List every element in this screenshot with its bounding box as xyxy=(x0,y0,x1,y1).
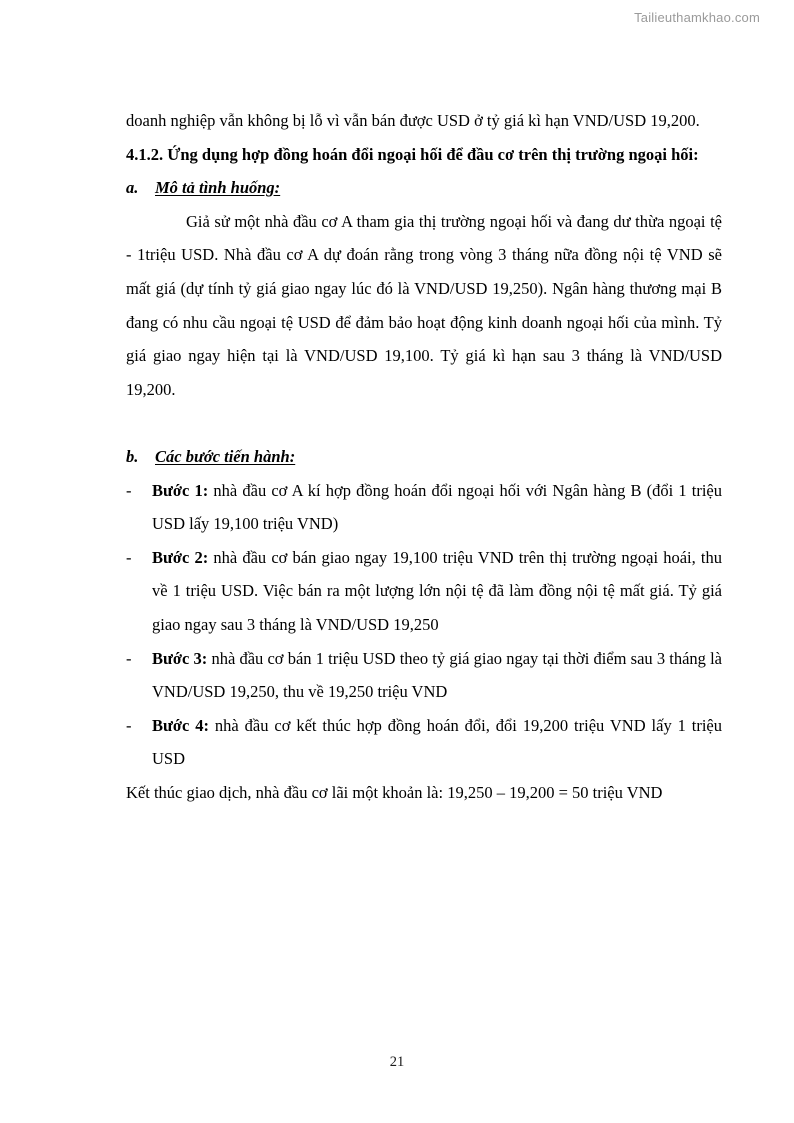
step-body: nhà đầu cơ bán giao ngay 19,100 triệu VND trên thị trường ngoại hoái, thu về 1 triệu USD. Việc bán ra một lượng lớn nội tệ đã làm đồng nội tệ mất giá. Tỷ giá giao ngay sau 3 tháng là VND/USD 19,250 xyxy=(152,547,722,634)
bullet-dash: - xyxy=(126,480,132,500)
section-heading: 4.1.2. Ứng dụng hợp đồng hoán đổi ngoại hối để đầu cơ trên thị trường ngoại hối: xyxy=(126,144,699,164)
step-body: nhà đầu cơ A kí hợp đồng hoán đổi ngoại hối với Ngân hàng B (đổi 1 triệu USD lấy 19,100 triệu VND) xyxy=(152,480,722,534)
bullet-dash: - xyxy=(126,715,132,735)
step-label: Bước 4: xyxy=(152,715,210,735)
paragraph-spacer xyxy=(126,406,722,440)
watermark-text: Tailieuthamkhao.com xyxy=(634,10,760,25)
bullet-dash: - xyxy=(126,648,132,668)
step-body: nhà đầu cơ bán 1 triệu USD theo tỷ giá giao ngay tại thời điểm sau 3 tháng là VND/USD 19,250, thu về 19,250 triệu VND xyxy=(152,648,722,702)
subsection-a-heading xyxy=(126,171,722,205)
step-label: Bước 3: xyxy=(152,648,208,668)
list-item xyxy=(126,709,722,776)
step-text xyxy=(152,541,722,642)
page-number: 21 xyxy=(389,1054,405,1070)
list-item xyxy=(126,474,722,541)
list-item xyxy=(126,541,722,642)
subsection-a-body: Giả sử một nhà đầu cơ A tham gia thị trường ngoại hối và đang dư thừa ngoại tệ - 1triệu USD. Nhà đầu cơ A dự đoán rằng trong vòng 3 tháng nữa đồng nội tệ VND sẽ mất giá (dự tính tỷ giá giao ngay lúc đó là VND/USD 19,250). Ngân hàng thương mại B đang có nhu cầu ngoại tệ USD để đảm bảo hoạt động kinh doanh ngoại hối của mình. Tỷ giá giao ngay hiện tại là VND/USD 19,100. Tỷ giá kì hạn sau 3 tháng là VND/USD 19,200. xyxy=(126,211,722,399)
step-text xyxy=(152,642,722,709)
conclusion-paragraph: Kết thúc giao dịch, nhà đầu cơ lãi một khoản là: 19,250 – 19,200 = 50 triệu VND xyxy=(126,782,663,802)
subsection-a-title: Mô tả tình huống: xyxy=(155,178,281,198)
step-body: nhà đầu cơ kết thúc hợp đồng hoán đổi, đổi 19,200 triệu VND lấy 1 triệu USD xyxy=(152,715,722,769)
subsection-b-marker: b. xyxy=(126,446,139,466)
list-item xyxy=(126,642,722,709)
continued-paragraph: doanh nghiệp vẫn không bị lỗ vì vẫn bán được USD ở tỷ giá kì hạn VND/USD 19,200. xyxy=(126,111,700,130)
subsection-a-marker: a. xyxy=(126,178,139,198)
page-content xyxy=(126,104,722,809)
subsection-b-title: Các bước tiến hành: xyxy=(155,446,296,466)
step-text xyxy=(152,474,722,541)
bullet-dash: - xyxy=(126,547,132,567)
step-label: Bước 1: xyxy=(152,480,209,500)
subsection-b-heading xyxy=(126,440,722,474)
step-label: Bước 2: xyxy=(152,547,209,567)
step-text xyxy=(152,709,722,776)
